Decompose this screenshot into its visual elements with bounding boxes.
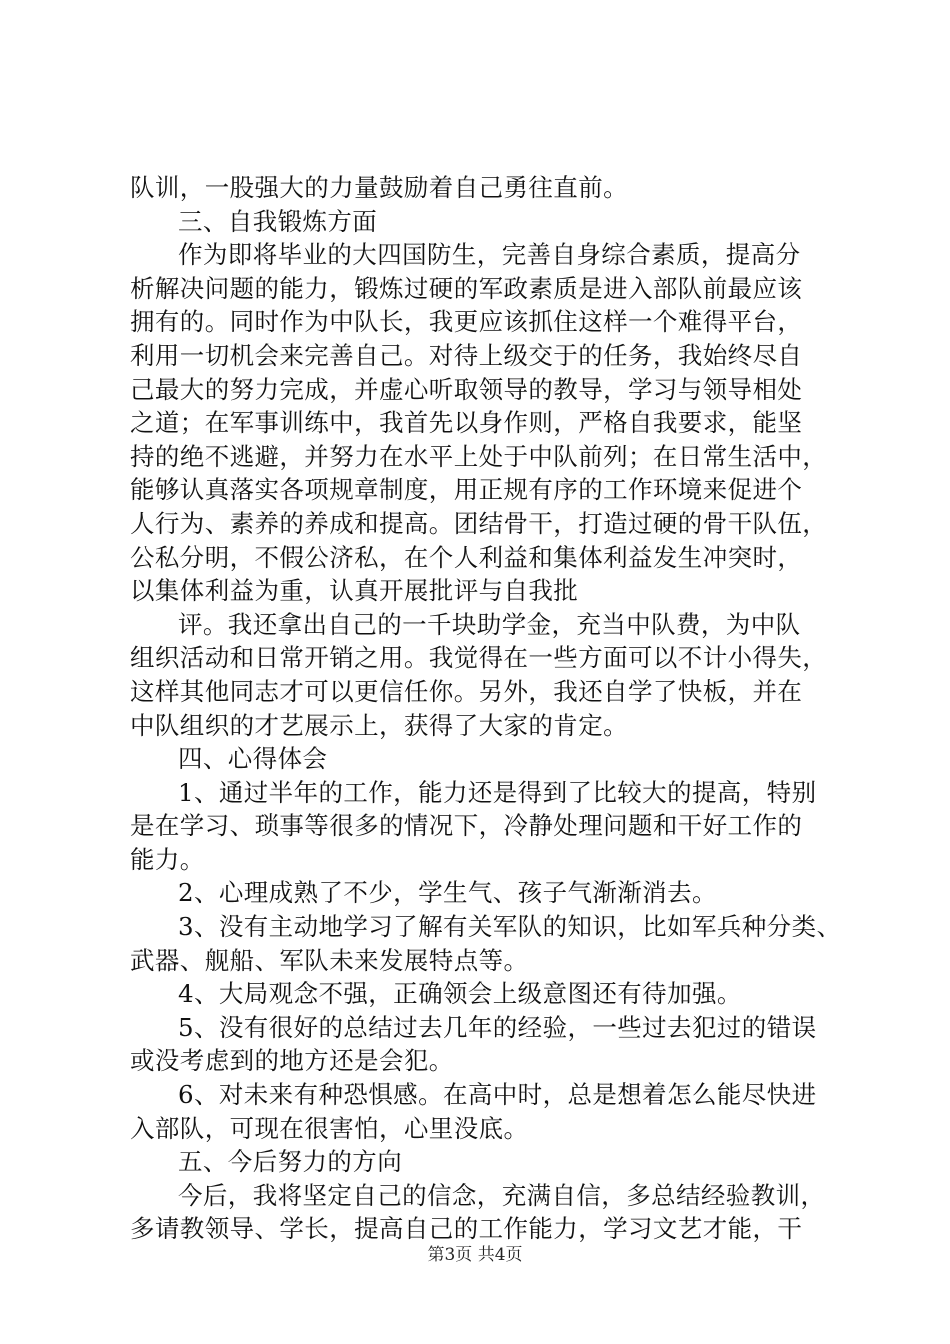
- text-line: 队训，一股强大的力量鼓励着自己勇往直前。: [130, 173, 628, 202]
- text-line: 四、心得体会: [178, 744, 328, 774]
- text-line: 己最大的努力完成，并虚心听取领导的教导，学习与领导相处: [130, 374, 803, 404]
- text-line: 中队组织的才艺展示上，获得了大家的肯定。: [130, 710, 628, 740]
- text-line: 3、没有主动地学习了解有关军队的知识，比如军兵种分类、: [178, 912, 842, 942]
- text-line: 能够认真落实各项规章制度，用正规有序的工作环境来促进个: [130, 475, 803, 505]
- text-line: 人行为、素养的养成和提高。团结骨干，打造过硬的骨干队伍，: [130, 508, 828, 538]
- text-line: 5、没有很好的总结过去几年的经验，一些过去犯过的错误: [178, 1012, 817, 1042]
- text-line: 利用一切机会来完善自己。对待上级交于的任务，我始终尽自: [130, 340, 803, 370]
- text-line: 今后，我将坚定自己的信念，充满自信，多总结经验教训，: [178, 1180, 826, 1210]
- text-line: 多请教领导、学长，提高自己的工作能力，学习文艺才能，干: [130, 1214, 803, 1244]
- text-line: 这样其他同志才可以更信任你。另外，我还自学了快板，并在: [130, 676, 803, 706]
- text-line: 能力。: [130, 844, 205, 874]
- text-line: 以集体利益为重，认真开展批评与自我批: [130, 576, 579, 606]
- text-line: 或没考虑到的地方还是会犯。: [130, 1046, 454, 1076]
- text-line: 武器、舰船、军队未来发展特点等。: [130, 945, 529, 975]
- document-body: [130, 171, 842, 1246]
- text-line: 之道；在军事训练中，我首先以身作则，严格自我要求，能坚: [130, 408, 803, 438]
- text-line: 拥有的。同时作为中队长，我更应该抓住这样一个难得平台，: [130, 307, 803, 337]
- text-line: 作为即将毕业的大四国防生，完善自身综合素质，提高分: [178, 240, 801, 270]
- text-line: 入部队，可现在很害怕，心里没底。: [130, 1113, 529, 1143]
- text-line: 4、大局观念不强，正确领会上级意图还有待加强。: [178, 979, 742, 1009]
- text-line: 三、自我锻炼方面: [178, 206, 378, 236]
- text-line: 是在学习、琐事等很多的情况下，冷静处理问题和干好工作的: [130, 811, 803, 841]
- text-line: 组织活动和日常开销之用。我觉得在一些方面可以不计小得失，: [130, 643, 828, 673]
- text-line: 1、通过半年的工作，能力还是得到了比较大的提高，特别: [178, 777, 817, 807]
- text-line: 持的绝不逃避，并努力在水平上处于中队前列；在日常生活中，: [130, 441, 828, 471]
- text-line: 五、今后努力的方向: [178, 1147, 403, 1177]
- text-line: 6、对未来有种恐惧感。在高中时，总是想着怎么能尽快进: [178, 1080, 817, 1110]
- text-line: 评。我还拿出自己的一千块助学金，充当中队费，为中队: [178, 609, 801, 639]
- text-line: 公私分明，不假公济私，在个人利益和集体利益发生冲突时，: [130, 542, 803, 572]
- text-line: 析解决问题的能力，锻炼过硬的军政素质是进入部队前最应该: [130, 273, 803, 303]
- text-line: 2、心理成熟了不少，学生气、孩子气渐渐消去。: [178, 878, 717, 908]
- page-number-footer: 第3页 共4页: [427, 1245, 523, 1265]
